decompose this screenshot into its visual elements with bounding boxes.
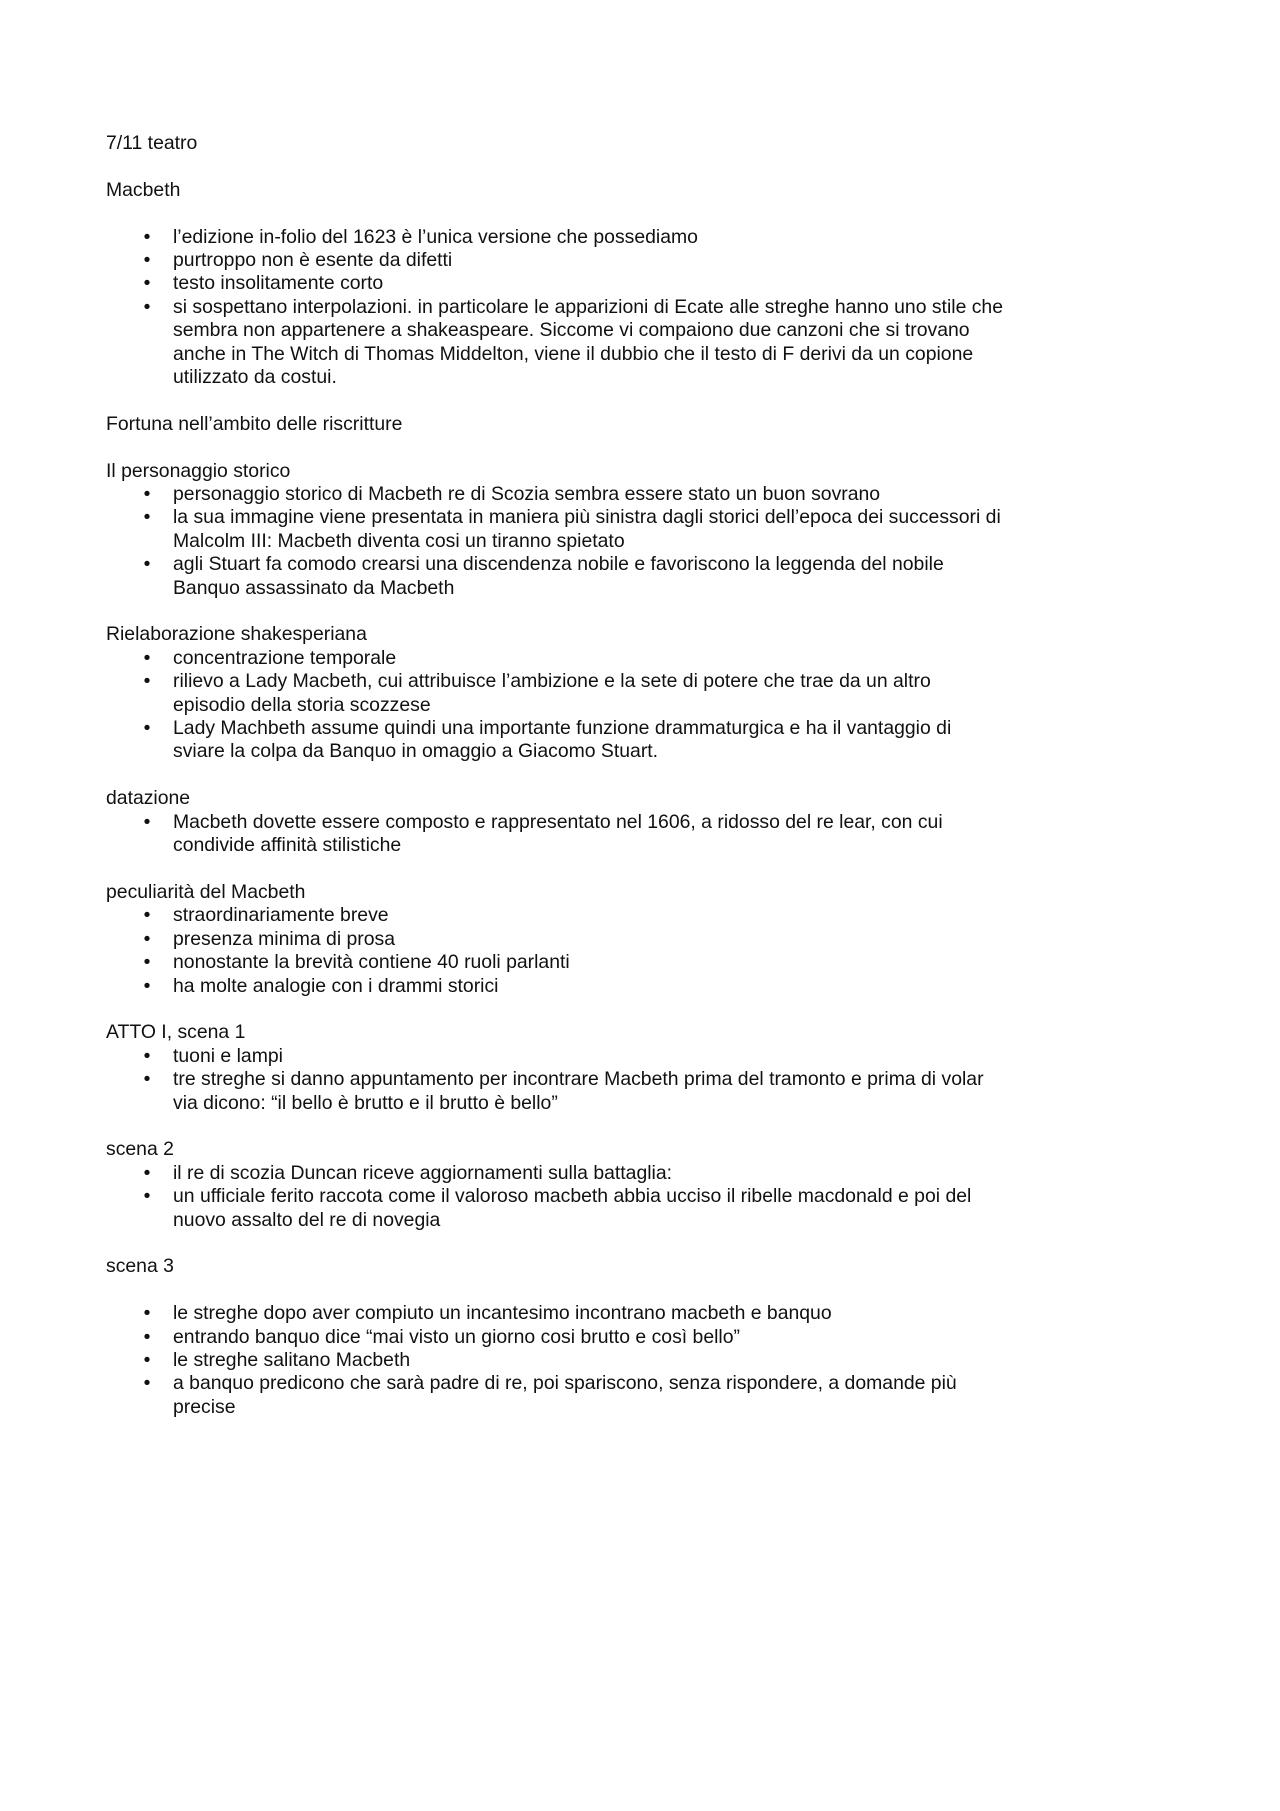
list-item-text: straordinariamente breve: [173, 904, 389, 927]
list-item-text: rilievo a Lady Macbeth, cui attribuisce l’ambizione e la sete di potere che trae da un altro episodio della storia scozzese: [173, 670, 931, 716]
bullet-icon: •: [143, 1044, 151, 1067]
atto1-scena1-list: [106, 1045, 1006, 1115]
list-item-text: nonostante la brevità contiene 40 ruoli parlanti: [173, 951, 570, 974]
list-item: [106, 296, 1006, 390]
bullet-icon: •: [143, 506, 151, 529]
list-item: [106, 670, 1006, 717]
list-item-text: il re di scozia Duncan riceve aggiornamenti sulla battaglia:: [173, 1161, 673, 1184]
bullet-icon: •: [143, 1348, 151, 1371]
spacer: [106, 858, 1006, 881]
bullet-icon: •: [143, 1185, 151, 1208]
list-item: [106, 717, 1006, 764]
list-item-text: agli Stuart fa comodo crearsi una discendenza nobile e favoriscono la leggenda del nobile Banquo assassinato da Macbeth: [173, 553, 944, 599]
list-item: [106, 1326, 1006, 1349]
bullet-icon: •: [143, 1161, 151, 1184]
list-item: [106, 1185, 1006, 1232]
spacer: [106, 764, 1006, 787]
bullet-icon: •: [143, 553, 151, 576]
bullet-icon: •: [143, 1068, 151, 1091]
list-item: [106, 904, 1006, 927]
bullet-icon: •: [143, 670, 151, 693]
datazione-list: [106, 811, 1006, 858]
bullet-icon: •: [143, 1302, 151, 1325]
list-item-text: entrando banquo dice “mai visto un giorno cosi brutto e così bello”: [173, 1325, 740, 1348]
list-item: [106, 975, 1006, 998]
bullet-icon: •: [143, 646, 151, 669]
list-item: [106, 811, 1006, 858]
bullet-icon: •: [143, 810, 151, 833]
spacer: [106, 1279, 1006, 1302]
personaggio-storico-list: [106, 483, 1006, 600]
list-item: [106, 1349, 1006, 1372]
list-item-text: un ufficiale ferito raccota come il valoroso macbeth abbia ucciso il ribelle macdonald e poi del nuovo assalto del re di novegia: [173, 1185, 972, 1231]
list-item: [106, 506, 1006, 553]
list-item: [106, 1068, 1006, 1115]
section-heading-fortuna: Fortuna nell’ambito delle riscritture: [106, 412, 403, 435]
rielaborazione-list: [106, 647, 1006, 764]
list-item: [106, 1162, 1006, 1185]
spacer: [106, 998, 1006, 1021]
list-item-text: Macbeth dovette essere composto e rappresentato nel 1606, a ridosso del re lear, con cui condivide affinità stilistiche: [173, 810, 943, 857]
list-item: [106, 249, 1006, 272]
bullet-icon: •: [143, 1372, 151, 1395]
list-item: [106, 1372, 1006, 1419]
spacer: [106, 1232, 1006, 1255]
scena2-list: [106, 1162, 1006, 1232]
bullet-icon: •: [143, 927, 151, 950]
list-item: [106, 483, 1006, 506]
list-item: [106, 647, 1006, 670]
peculiarita-list: [106, 904, 1006, 998]
list-item: [106, 553, 1006, 600]
bullet-icon: •: [143, 272, 151, 295]
section-heading-atto1-scena1: ATTO I, scena 1: [106, 1021, 246, 1044]
spacer: [106, 202, 1006, 225]
list-item-text: si sospettano interpolazioni. in particolare le apparizioni di Ecate alle streghe hanno uno stile che sembra non appartenere a shakeaspeare. Siccome vi compaiono due canzoni che si trovano anche in The Witch di Thomas Middelton, viene il dubbio che il testo di F derivi da un copione utilizzato da costui.: [173, 295, 1004, 389]
list-item-text: l’edizione in-folio del 1623 è l’unica versione che possediamo: [173, 225, 698, 248]
section-heading-rielaborazione: Rielaborazione shakesperiana: [106, 623, 367, 646]
list-item-text: personaggio storico di Macbeth re di Scozia sembra essere stato un buon sovrano: [173, 483, 881, 506]
list-item-text: ha molte analogie con i drammi storici: [173, 974, 499, 997]
bullet-icon: •: [143, 951, 151, 974]
list-item-text: presenza minima di prosa: [173, 927, 396, 950]
list-item-text: le streghe salitano Macbeth: [173, 1348, 411, 1371]
list-item-text: concentrazione temporale: [173, 646, 397, 669]
bullet-icon: •: [143, 717, 151, 740]
list-item: [106, 1045, 1006, 1068]
list-item: [106, 226, 1006, 249]
spacer: [106, 436, 1006, 459]
list-item-text: purtroppo non è esente da difetti: [173, 249, 453, 271]
bullet-icon: •: [143, 483, 151, 506]
section-heading-scena2: scena 2: [106, 1138, 174, 1161]
list-item: [106, 1302, 1006, 1325]
bullet-icon: •: [143, 974, 151, 997]
bullet-icon: •: [143, 225, 151, 248]
spacer: [106, 1115, 1006, 1138]
scena3-list: [106, 1302, 1006, 1419]
section-heading-peculiarita: peculiarità del Macbeth: [106, 880, 306, 903]
bullet-icon: •: [143, 249, 151, 271]
list-item-text: tre streghe si danno appuntamento per incontrare Macbeth prima del tramonto e prima di volar via dicono: “il bello è brutto e il brutto è bello”: [173, 1068, 984, 1114]
list-item-text: Lady Machbeth assume quindi una importante funzione drammaturgica e ha il vantaggio di sviare la colpa da Banquo in omaggio a Giacomo Stuart.: [173, 717, 952, 763]
spacer: [106, 389, 1006, 412]
list-item-text: le streghe dopo aver compiuto un incantesimo incontrano macbeth e banquo: [173, 1302, 832, 1325]
spacer: [106, 600, 1006, 623]
spacer: [106, 155, 1006, 178]
document-body: [106, 132, 1006, 1419]
list-item: [106, 928, 1006, 951]
section-heading-datazione: datazione: [106, 787, 191, 810]
list-item-text: testo insolitamente corto: [173, 272, 384, 295]
section-heading-scena3: scena 3: [106, 1255, 174, 1278]
intro-list: [106, 226, 1006, 390]
list-item-text: a banquo predicono che sarà padre di re, poi spariscono, senza rispondere, a domande più precise: [173, 1372, 957, 1418]
bullet-icon: •: [143, 904, 151, 927]
document-title: Macbeth: [106, 178, 181, 201]
list-item-text: tuoni e lampi: [173, 1044, 283, 1067]
list-item-text: la sua immagine viene presentata in maniera più sinistra dagli storici dell’epoca dei successori di Malcolm III: Macbeth diventa cosi un tiranno spietato: [173, 506, 1001, 552]
list-item: [106, 272, 1006, 295]
list-item: [106, 951, 1006, 974]
date-line: 7/11 teatro: [106, 132, 198, 154]
section-heading-personaggio-storico: Il personaggio storico: [106, 459, 291, 482]
bullet-icon: •: [143, 1325, 151, 1348]
bullet-icon: •: [143, 295, 151, 318]
